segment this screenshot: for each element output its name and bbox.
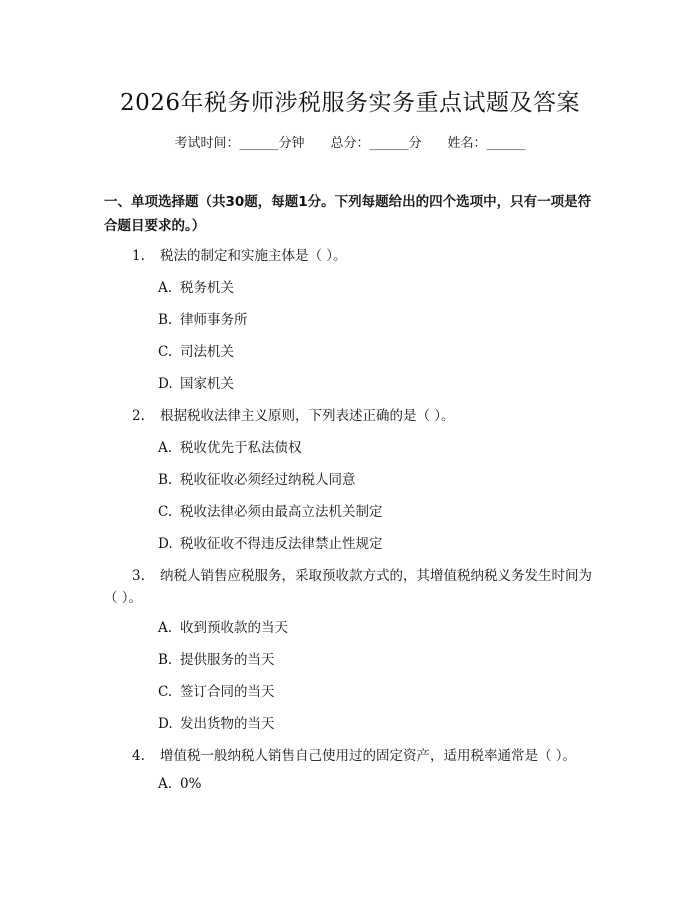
question-number: 4.: [132, 748, 145, 764]
section-heading: 一、单项选择题（共30题，每题1分。下列每题给出的四个选项中，只有一项是符合题目要求的。）: [104, 194, 592, 234]
option-letter: B.: [158, 312, 173, 328]
question-3-continued: [104, 586, 142, 606]
exam-meta: [0, 132, 700, 151]
option-text: 签订合同的当天: [180, 684, 275, 700]
option-text: 税务机关: [180, 280, 234, 296]
option-text: 0%: [180, 776, 202, 792]
option-text: 税收征收必须经过纳税人同意: [180, 472, 356, 488]
option-text: 司法机关: [180, 344, 234, 360]
option-4a: [158, 776, 201, 792]
question-text-line1: 纳税人销售应税服务，采取预收款方式的，其增值税纳税义务发生时间为: [160, 568, 592, 584]
question-number: 3.: [132, 568, 145, 584]
option-1c: [158, 340, 234, 360]
option-text: 发出货物的当天: [180, 716, 275, 732]
option-3c: [158, 680, 275, 700]
question-2: [132, 404, 455, 424]
option-1a: [158, 276, 234, 296]
question-text: 根据税收法律主义原则，下列表述正确的是（ ）。: [160, 408, 455, 424]
option-letter: D.: [158, 376, 173, 392]
option-letter: C.: [158, 684, 173, 700]
option-letter: B.: [158, 472, 173, 488]
exam-time-field: 考试时间：______分钟: [174, 136, 305, 151]
option-text: 提供服务的当天: [180, 652, 275, 668]
question-1: [132, 244, 347, 264]
option-text: 收到预收款的当天: [180, 620, 288, 636]
option-letter: C.: [158, 344, 173, 360]
option-3b: [158, 648, 275, 668]
option-letter: C.: [158, 504, 173, 520]
option-letter: D.: [158, 716, 173, 732]
name-field: 姓名：______: [447, 136, 526, 151]
question-text: 增值税一般纳税人销售自己使用过的固定资产，适用税率通常是（ ）。: [160, 748, 577, 764]
question-3: [132, 564, 592, 584]
option-letter: A.: [158, 440, 173, 456]
option-1d: [158, 372, 234, 392]
option-text: 律师事务所: [180, 312, 248, 328]
option-text: 国家机关: [180, 376, 234, 392]
option-text: 税收法律必须由最高立法机关制定: [180, 504, 383, 520]
option-letter: A.: [158, 620, 173, 636]
option-letter: A.: [158, 280, 173, 296]
option-text: 税收征收不得违反法律禁止性规定: [180, 536, 383, 552]
question-text-line2: （ ）。: [104, 590, 143, 606]
question-number: 2.: [132, 408, 145, 424]
question-number: 1.: [132, 248, 145, 264]
option-1b: [158, 308, 248, 328]
total-score-field: 总分：______分: [330, 136, 422, 151]
option-letter: B.: [158, 652, 173, 668]
option-2b: [158, 468, 356, 488]
option-2c: [158, 500, 383, 520]
option-2a: [158, 436, 302, 456]
question-text: 税法的制定和实施主体是（ ）。: [160, 248, 347, 264]
page-title: 2026年税务师涉税服务实务重点试题及答案: [119, 90, 581, 116]
option-text: 税收优先于私法债权: [180, 440, 302, 456]
option-letter: A.: [158, 776, 173, 792]
option-3a: [158, 616, 288, 636]
option-2d: [158, 532, 383, 552]
question-4: [132, 744, 576, 764]
option-letter: D.: [158, 536, 173, 552]
option-3d: [158, 712, 275, 732]
